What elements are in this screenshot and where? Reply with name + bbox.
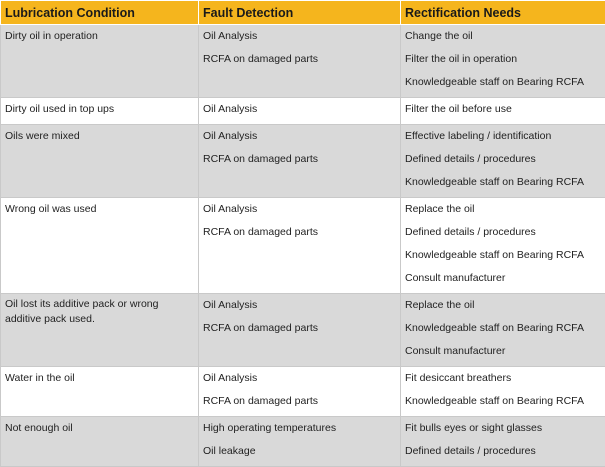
condition-cell	[1, 198, 199, 294]
rectification-item: Replace the oil	[405, 201, 605, 224]
rectification-item: Defined details / procedures	[405, 151, 605, 174]
table-row	[1, 417, 605, 467]
rectification-item: Knowledgeable staff on Bearing RCFA	[405, 247, 605, 270]
table-row	[1, 98, 605, 125]
table-row	[1, 125, 605, 198]
rectification-item: Defined details / procedures	[405, 224, 605, 247]
rectification-cell	[401, 98, 605, 125]
rectification-item: Knowledgeable staff on Bearing RCFA	[405, 174, 605, 197]
condition-cell	[1, 367, 199, 417]
detection-cell	[199, 294, 401, 367]
detection-cell	[199, 25, 401, 98]
condition-cell	[1, 98, 199, 125]
rectification-item: Effective labeling / identification	[405, 128, 605, 151]
table-row	[1, 367, 605, 417]
condition-cell	[1, 294, 199, 367]
detection-item: Oil leakage	[203, 443, 400, 466]
detection-item: RCFA on damaged parts	[203, 393, 400, 416]
rectification-cell	[401, 417, 605, 467]
detection-cell	[199, 417, 401, 467]
detection-item: Oil Analysis	[203, 101, 400, 124]
condition-cell	[1, 25, 199, 98]
detection-item: Oil Analysis	[203, 370, 400, 393]
rectification-item: Change the oil	[405, 28, 605, 51]
detection-item: Oil Analysis	[203, 128, 400, 151]
detection-cell	[199, 125, 401, 198]
detection-item: High operating temperatures	[203, 420, 400, 443]
header-row	[1, 1, 605, 25]
rectification-cell	[401, 367, 605, 417]
table-row	[1, 25, 605, 98]
rectification-item: Filter the oil in operation	[405, 51, 605, 74]
rectification-item: Knowledgeable staff on Bearing RCFA	[405, 320, 605, 343]
condition-text: Not enough oil	[5, 420, 198, 443]
detection-cell	[199, 98, 401, 125]
condition-text: Oil lost its additive pack or wrong additive pack used.	[5, 297, 185, 327]
rectification-item: Filter the oil before use	[405, 101, 605, 124]
condition-cell	[1, 125, 199, 198]
detection-item: RCFA on damaged parts	[203, 224, 400, 247]
rectification-item: Knowledgeable staff on Bearing RCFA	[405, 393, 605, 416]
condition-text: Water in the oil	[5, 370, 198, 393]
rectification-cell	[401, 198, 605, 294]
detection-item: Oil Analysis	[203, 201, 400, 224]
rectification-item: Fit bulls eyes or sight glasses	[405, 420, 605, 443]
table-row	[1, 198, 605, 294]
rectification-item: Consult manufacturer	[405, 343, 605, 366]
detection-item: RCFA on damaged parts	[203, 51, 400, 74]
detection-cell	[199, 198, 401, 294]
rectification-item: Replace the oil	[405, 297, 605, 320]
rectification-cell	[401, 25, 605, 98]
detection-item: Oil Analysis	[203, 297, 400, 320]
rectification-item: Knowledgeable staff on Bearing RCFA	[405, 74, 605, 97]
rectification-cell	[401, 294, 605, 367]
rectification-cell	[401, 125, 605, 198]
rectification-item: Consult manufacturer	[405, 270, 605, 293]
detection-item: RCFA on damaged parts	[203, 320, 400, 343]
condition-cell	[1, 417, 199, 467]
rectification-item: Defined details / procedures	[405, 443, 605, 466]
detection-item: RCFA on damaged parts	[203, 151, 400, 174]
condition-text: Dirty oil used in top ups	[5, 101, 198, 124]
table-row	[1, 294, 605, 367]
header-rectification-needs: Rectification Needs	[401, 1, 605, 25]
header-fault-detection: Fault Detection	[199, 1, 401, 25]
rectification-item: Fit desiccant breathers	[405, 370, 605, 393]
header-lubrication-condition: Lubrication Condition	[1, 1, 199, 25]
detection-item: Oil Analysis	[203, 28, 400, 51]
condition-text: Oils were mixed	[5, 128, 198, 151]
condition-text: Dirty oil in operation	[5, 28, 198, 51]
condition-text: Wrong oil was used	[5, 201, 198, 224]
detection-cell	[199, 367, 401, 417]
